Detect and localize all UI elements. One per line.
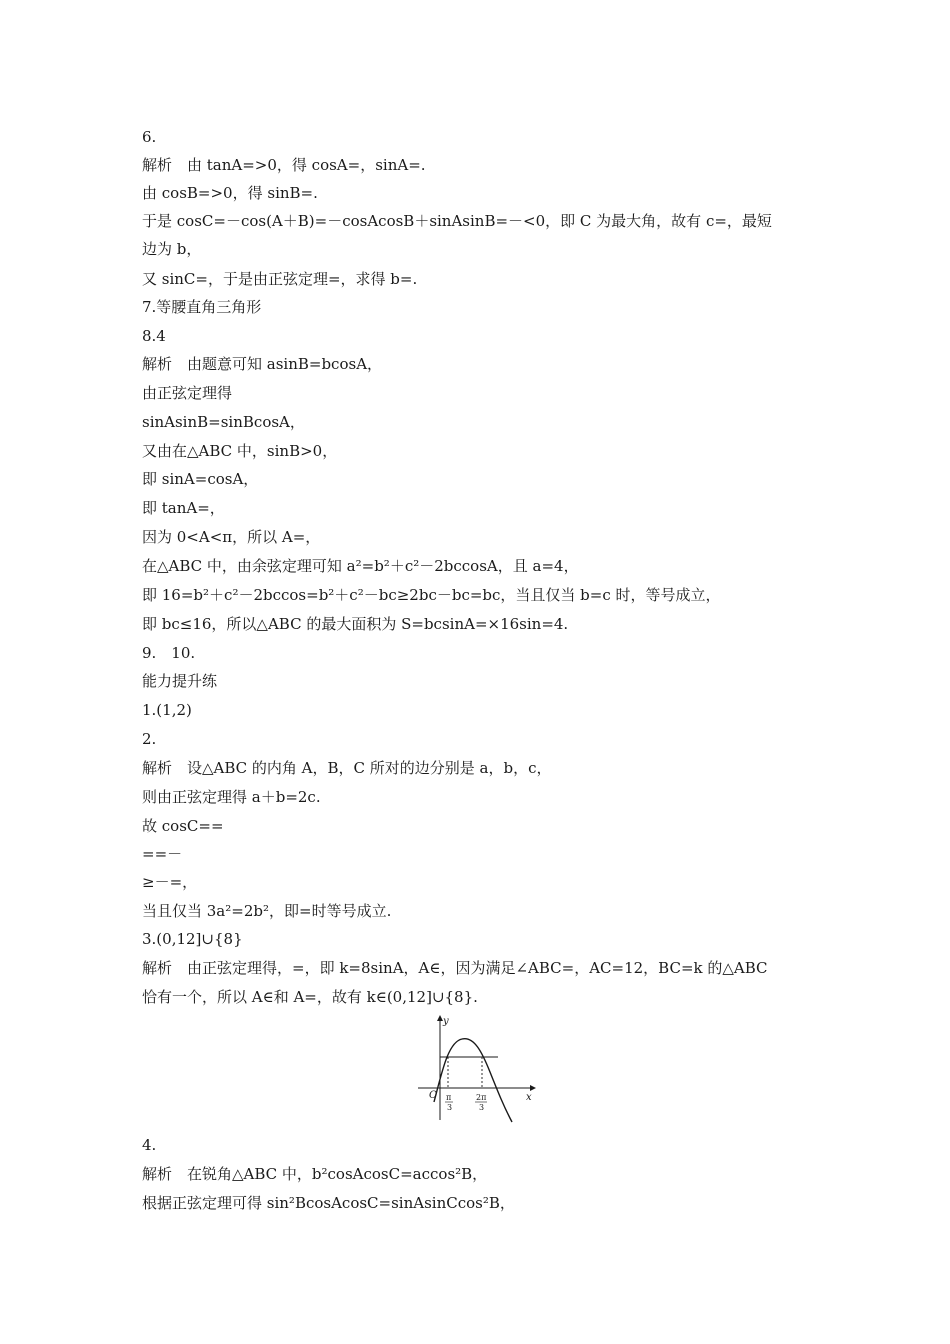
x-axis-arrow [530,1085,536,1091]
text-line: 1.(1,2) [142,701,192,719]
text-line: 即 sinA=cosA， [142,470,259,488]
section-heading: 能力提升练 [142,672,218,690]
tick-label-1-numerator: π [446,1093,452,1102]
text-line: 解析 由正弦定理得，=，即 k=8sinA，A∈，因为满足∠ABC=，AC=12，BC=k 的△ABC [142,959,768,977]
text-line: 即 16=b²＋c²－2bccos=b²＋c²－bc≥2bc－bc=bc，当且仅当 b=c 时，等号成立， [142,586,721,604]
text-line: 恰有一个，所以 A∈和 A=，故有 k∈(0,12]∪{8}. [142,988,478,1006]
tick-label-1-denominator: 3 [447,1103,453,1112]
text-line: 解析 由 tanA=>0，得 cosA=，sinA=. [142,156,426,174]
text-line: 7.等腰直角三角形 [142,298,262,316]
text-line: 边为 b， [142,240,202,258]
sine-curve [434,1039,512,1122]
text-line: 则由正弦定理得 a＋b=2c. [142,788,321,806]
tick-label-2-denominator: 3 [479,1103,485,1112]
text-line: 于是 cosC=－cos(A＋B)=－cosAcosB＋sinAsinB=－<0，即 C 为最大角，故有 c=，最短 [142,212,772,230]
text-line: 解析 在锐角△ABC 中，b²cosAcosC=accos²B， [142,1165,488,1183]
text-line: 即 tanA=， [142,499,225,517]
text-line: ==－ [142,845,183,863]
text-line: 8.4 [142,327,166,345]
text-line: 解析 设△ABC 的内角 A，B，C 所对的边分别是 a，b，c， [142,759,552,777]
text-line: 在△ABC 中，由余弦定理可知 a²=b²＋c²－2bccosA，且 a=4， [142,557,579,575]
text-line: 又 sinC=，于是由正弦定理=，求得 b=. [142,270,418,288]
text-line: 6. [142,128,157,146]
text-line: 因为 0<A<π，所以 A=， [142,528,321,546]
tick-label-2-numerator: 2π [476,1093,487,1102]
text-line: 由 cosB=>0，得 sinB=. [142,184,318,202]
text-line: 故 cosC== [142,817,224,835]
y-axis-label: y [443,1016,449,1027]
text-line: 9. 10. [142,644,196,662]
text-line: 4. [142,1136,157,1154]
text-line: 又由在△ABC 中，sinB>0， [142,442,338,460]
origin-label: O [429,1090,438,1101]
text-line: 根据正弦定理可得 sin²BcosAcosC=sinAsinCcos²B， [142,1194,515,1212]
text-line: 当且仅当 3a²=2b²，即=时等号成立. [142,902,392,920]
text-line: 解析 由题意可知 asinB=bcosA， [142,355,383,373]
text-line: 由正弦定理得 [142,384,233,402]
text-line: 2. [142,730,157,748]
text-line: 3.(0,12]∪{8} [142,930,243,948]
text-line: ≥－=， [142,873,198,891]
text-line: sinAsinB=sinBcosA， [142,413,305,431]
text-line: 即 bc≤16，所以△ABC 的最大面积为 S=bcsinA=×16sin=4. [142,615,569,633]
sine-graph-figure [412,1012,538,1124]
x-axis-label: x [526,1092,532,1103]
